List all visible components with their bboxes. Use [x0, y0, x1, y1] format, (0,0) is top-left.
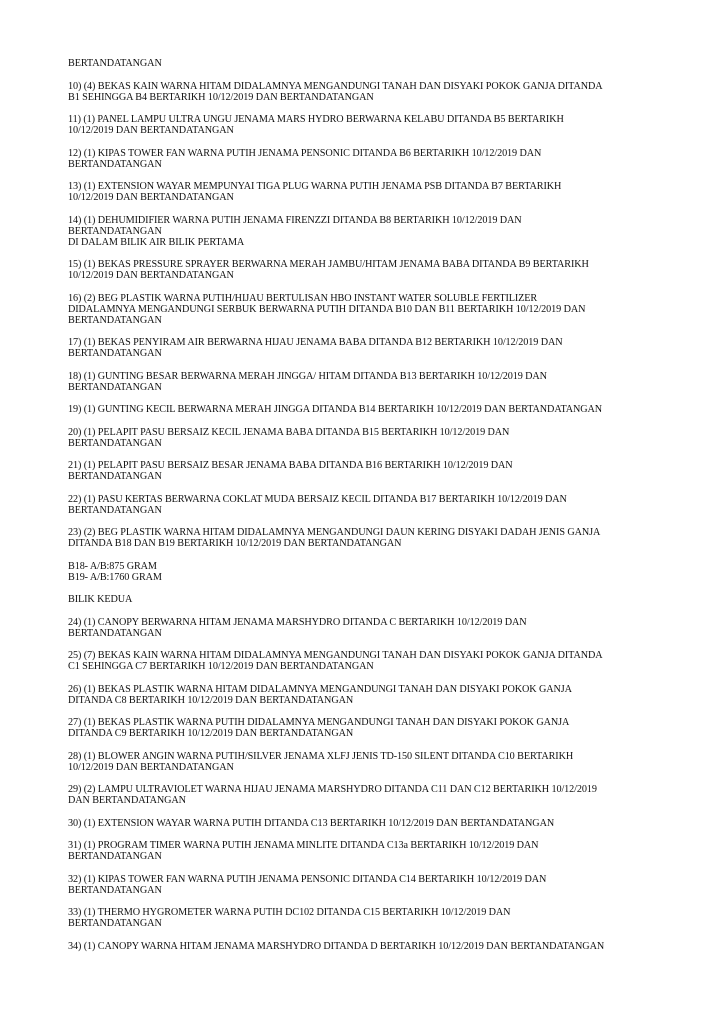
text-line: BERTANDATANGAN	[68, 381, 162, 393]
text-line: 17) (1) BEKAS PENYIRAM AIR BERWARNA HIJAU JENAMA BABA DITANDA B12 BERTARIKH 10/12/2019 DAN	[68, 337, 563, 348]
document-page	[68, 58, 660, 963]
paragraph-continuation	[68, 58, 660, 69]
text-line: 10/12/2019 DAN BERTANDATANGAN	[68, 192, 234, 203]
text-line: B1 SEHINGGA B4 BERTARIKH 10/12/2019 DAN BERTANDATANGAN	[68, 91, 374, 103]
text-line: 22) (1) PASU KERTAS BERWARNA COKLAT MUDA BERSAIZ KECIL DITANDA B17 BERTARIKH 10/12/2019 DAN	[68, 493, 567, 505]
text-line: 31) (1) PROGRAM TIMER WARNA PUTIH JENAMA MINLITE DITANDA C13a BERTARIKH 10/12/2019 DAN	[68, 840, 539, 851]
text-line: 13) (1) EXTENSION WAYAR MEMPUNYAI TIGA PLUG WARNA PUTIH JENAMA PSB DITANDA B7 BERTARIKH	[68, 181, 562, 192]
section-heading	[68, 594, 660, 605]
item-13	[68, 181, 660, 203]
text-line: BERTANDATANGAN	[68, 918, 162, 929]
text-line: BERTANDATANGAN	[68, 851, 162, 862]
item-23	[68, 527, 660, 549]
item-20	[68, 427, 660, 449]
weight-notes	[68, 561, 660, 583]
text-line: BERTANDATANGAN	[68, 225, 162, 237]
text-line: C1 SEHINGGA C7 BERTARIKH 10/12/2019 DAN BERTANDATANGAN	[68, 661, 374, 672]
text-line: 23) (2) BEG PLASTIK WARNA HITAM DIDALAMNYA MENGANDUNGI DAUN KERING DISYAKI DADAH JENIS GANJA	[68, 527, 601, 538]
item-17	[68, 337, 660, 359]
item-28	[68, 751, 660, 773]
text-line: 24) (1) CANOPY BERWARNA HITAM JENAMA MARSHYDRO DITANDA C BERTARIKH 10/12/2019 DAN	[68, 616, 527, 628]
item-22	[68, 494, 660, 516]
text-line: 18) (1) GUNTING BESAR BERWARNA MERAH JINGGA/ HITAM DITANDA B13 BERTARIKH 10/12/2019 DAN	[68, 370, 547, 382]
text-line: DIDALAMNYA MENGANDUNGI SERBUK BERWARNA PUTIH DITANDA B10 DAN B11 BERTARIKH 10/12/2019 DAN	[68, 303, 586, 315]
item-16	[68, 293, 660, 326]
item-25	[68, 650, 660, 672]
section-heading-text: BILIK KEDUA	[68, 594, 133, 605]
text-line: 26) (1) BEKAS PLASTIK WARNA HITAM DIDALAMNYA MENGANDUNGI TANAH DAN DISYAKI POKOK GANJA	[68, 683, 572, 695]
text-line: BERTANDATANGAN	[68, 58, 162, 69]
item-21	[68, 460, 660, 482]
item-15	[68, 259, 660, 281]
text-line: DITANDA B18 DAN B19 BERTARIKH 10/12/2019 DAN BERTANDATANGAN	[68, 538, 402, 549]
text-line: DAN BERTANDATANGAN	[68, 795, 186, 806]
text-line: 10/12/2019 DAN BERTANDATANGAN	[68, 761, 234, 773]
text-line: BERTANDATANGAN	[68, 314, 162, 326]
text-line: 29) (2) LAMPU ULTRAVIOLET WARNA HIJAU JENAMA MARSHYDRO DITANDA C11 DAN C12 BERTARIKH 10/12/2019	[68, 784, 597, 795]
item-30	[68, 818, 660, 829]
text-line: 16) (2) BEG PLASTIK WARNA PUTIH/HIJAU BERTULISAN HBO INSTANT WATER SOLUBLE FERTILIZER	[68, 292, 538, 304]
weight-line: B18- A/B:875 GRAM	[68, 560, 157, 572]
text-line: 19) (1) GUNTING KECIL BERWARNA MERAH JINGGA DITANDA B14 BERTARIKH 10/12/2019 DAN BERTANDATANGAN	[68, 404, 603, 415]
text-line: 20) (1) PELAPIT PASU BERSAIZ KECIL JENAMA BABA DITANDA B15 BERTARIKH 10/12/2019 DAN	[68, 426, 510, 438]
text-line: 28) (1) BLOWER ANGIN WARNA PUTIH/SILVER JENAMA XLFJ JENIS TD-150 SILENT DITANDA C10 BERTARIKH	[68, 750, 574, 762]
item-24	[68, 617, 660, 639]
text-line: DITANDA C8 BERTARIKH 10/12/2019 DAN BERTANDATANGAN	[68, 694, 354, 706]
text-line: 30) (1) EXTENSION WAYAR WARNA PUTIH DITANDA C13 BERTARIKH 10/12/2019 DAN BERTANDATANGAN	[68, 817, 555, 829]
item-31	[68, 840, 660, 862]
text-line: 21) (1) PELAPIT PASU BERSAIZ BESAR JENAMA BABA DITANDA B16 BERTARIKH 10/12/2019 DAN	[68, 460, 513, 471]
item-27	[68, 717, 660, 739]
item-11	[68, 114, 660, 136]
item-32	[68, 874, 660, 896]
item-18	[68, 371, 660, 393]
item-26	[68, 684, 660, 706]
text-line: 15) (1) BEKAS PRESSURE SPRAYER BERWARNA MERAH JAMBU/HITAM JENAMA BABA DITANDA B9 BERTARIKH	[68, 259, 589, 270]
text-line: 25) (7) BEKAS KAIN WARNA HITAM DIDALAMNYA MENGANDUNGI TANAH DAN DISYAKI POKOK GANJA DITANDA	[68, 650, 603, 661]
text-line: 11) (1) PANEL LAMPU ULTRA UNGU JENAMA MARS HYDRO BERWARNA KELABU DITANDA B5 BERTARIKH	[68, 114, 564, 125]
text-line: BERTANDATANGAN	[68, 471, 162, 482]
item-12	[68, 148, 660, 170]
item-19	[68, 404, 660, 415]
text-line: DITANDA C9 BERTARIKH 10/12/2019 DAN BERTANDATANGAN	[68, 728, 354, 739]
text-line: BERTANDATANGAN	[68, 627, 162, 639]
item-33	[68, 907, 660, 929]
text-line: 12) (1) KIPAS TOWER FAN WARNA PUTIH JENAMA PENSONIC DITANDA B6 BERTARIKH 10/12/2019 DAN	[68, 147, 542, 159]
text-line: BERTANDATANGAN	[68, 884, 162, 896]
text-line: BERTANDATANGAN	[68, 158, 162, 170]
text-line: 10) (4) BEKAS KAIN WARNA HITAM DIDALAMNYA MENGANDUNGI TANAH DAN DISYAKI POKOK GANJA DITANDA	[68, 80, 603, 92]
item-34	[68, 941, 660, 952]
item-14	[68, 215, 660, 248]
text-line: 10/12/2019 DAN BERTANDATANGAN	[68, 270, 234, 281]
text-line: 32) (1) KIPAS TOWER FAN WARNA PUTIH JENAMA PENSONIC DITANDA C14 BERTARIKH 10/12/2019 DAN	[68, 873, 547, 885]
item-29	[68, 784, 660, 806]
text-line: 33) (1) THERMO HYGROMETER WARNA PUTIH DC102 DITANDA C15 BERTARIKH 10/12/2019 DAN	[68, 907, 511, 918]
item-10	[68, 81, 660, 103]
text-line: 27) (1) BEKAS PLASTIK WARNA PUTIH DIDALAMNYA MENGANDUNGI TANAH DAN DISYAKI POKOK GANJA	[68, 717, 570, 728]
text-line: BERTANDATANGAN	[68, 504, 162, 516]
text-line: 14) (1) DEHUMIDIFIER WARNA PUTIH JENAMA FIRENZZI DITANDA B8 BERTARIKH 10/12/2019 DAN	[68, 214, 522, 226]
section-heading: DI DALAM BILIK AIR BILIK PERTAMA	[68, 236, 245, 248]
weight-line: B19- A/B:1760 GRAM	[68, 571, 162, 583]
text-line: 34) (1) CANOPY WARNA HITAM JENAMA MARSHYDRO DITANDA D BERTARIKH 10/12/2019 DAN BERTANDATANGAN	[68, 940, 605, 952]
text-line: BERTANDATANGAN	[68, 348, 162, 359]
text-line: BERTANDATANGAN	[68, 437, 162, 449]
text-line: 10/12/2019 DAN BERTANDATANGAN	[68, 125, 234, 136]
